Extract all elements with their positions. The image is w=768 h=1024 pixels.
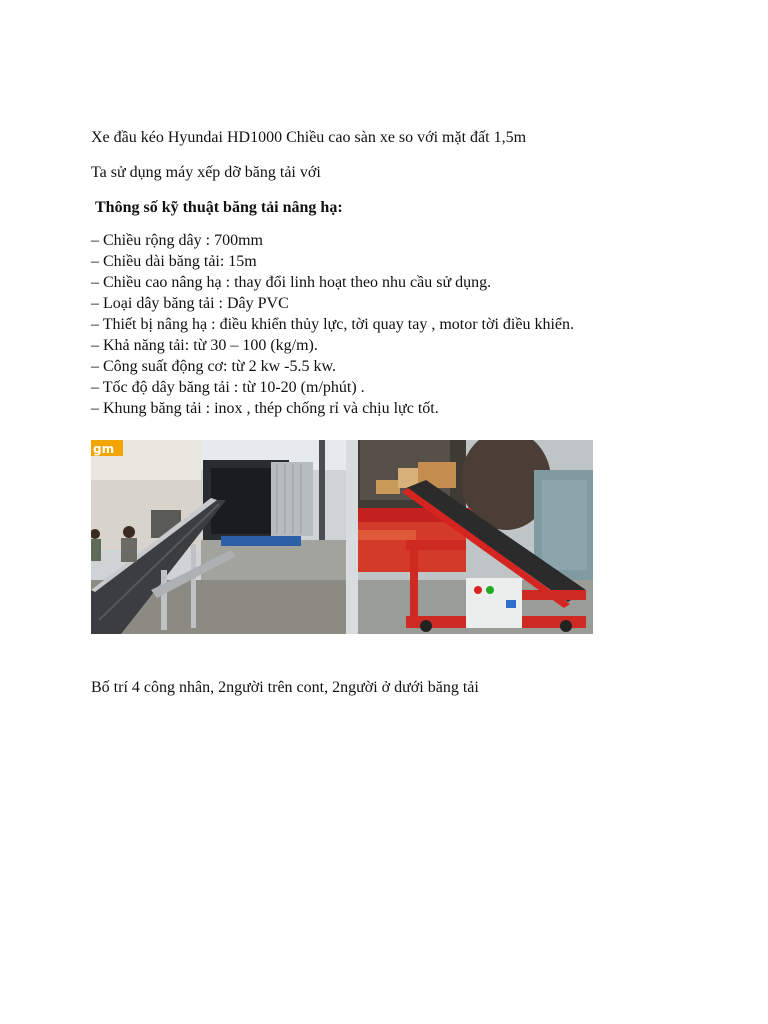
footer-line: Bố trí 4 công nhân, 2người trên cont, 2người ở dưới băng tải [91,679,479,696]
sign-text: gm [93,442,115,456]
spec-item: – Công suất động cơ: từ 2 kw -5.5 kw. [91,358,336,375]
spec-item: – Khung băng tải : inox , thép chống rỉ và chịu lực tốt. [91,400,439,417]
spec-item: – Tốc độ dây băng tải : từ 10-20 (m/phút) . [91,379,365,396]
spec-list [91,230,574,419]
photo-red-conveyor [346,440,593,634]
truck-info-line: Xe đầu kéo Hyundai HD1000 Chiều cao sàn xe so với mặt đất 1,5m [91,129,527,146]
photo-grey-conveyor-image [91,440,346,634]
photo-grey-conveyor [91,440,346,634]
conveyor-photos [91,440,593,634]
intro-line: Ta sử dụng máy xếp dỡ băng tải với [91,164,321,181]
spec-item: – Loại dây băng tải : Dây PVC [91,295,289,312]
spec-item: – Chiều dài băng tải: 15m [91,253,257,270]
spec-item: – Chiều cao nâng hạ : thay đổi linh hoạt theo nhu cầu sử dụng. [91,274,492,291]
spec-heading: Thông số kỹ thuật băng tải nâng hạ: [95,199,343,216]
photo-red-conveyor-image [346,440,593,634]
spec-item: – Thiết bị nâng hạ : điều khiển thủy lực, tời quay tay , motor tời điều khiển. [91,316,574,333]
spec-item: – Chiều rộng dây : 700mm [91,232,263,249]
spec-item: – Khả năng tải: từ 30 – 100 (kg/m). [91,337,318,354]
